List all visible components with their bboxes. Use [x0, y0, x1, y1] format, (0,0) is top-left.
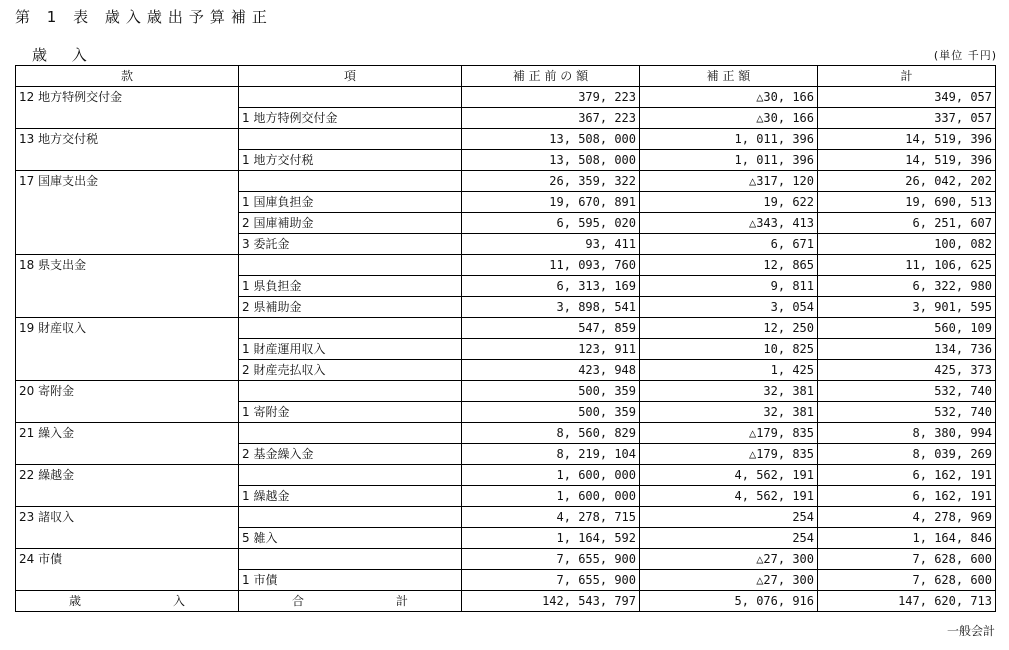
kan-before: 1, 600, 000	[462, 465, 640, 486]
kou-row	[16, 213, 996, 234]
kan-name: 23 諸収入	[16, 507, 239, 528]
kan-kou-empty	[239, 171, 462, 192]
kou-kan-empty	[16, 150, 239, 171]
kou-hosei: 1, 011, 396	[640, 150, 818, 171]
kan-name: 12 地方特例交付金	[16, 87, 239, 108]
kou-hosei: 10, 825	[640, 339, 818, 360]
kou-hosei: 1, 425	[640, 360, 818, 381]
kou-total: 14, 519, 396	[818, 150, 996, 171]
kan-name: 17 国庫支出金	[16, 171, 239, 192]
kan-row	[16, 129, 996, 150]
kan-row	[16, 423, 996, 444]
kan-total: 349, 057	[818, 87, 996, 108]
kou-total: 7, 628, 600	[818, 570, 996, 591]
kou-total: 532, 740	[818, 402, 996, 423]
kan-row	[16, 507, 996, 528]
kan-total: 7, 628, 600	[818, 549, 996, 570]
kou-total: 6, 322, 980	[818, 276, 996, 297]
kan-total: 14, 519, 396	[818, 129, 996, 150]
kou-hosei: 6, 671	[640, 234, 818, 255]
kou-hosei: △343, 413	[640, 213, 818, 234]
kou-kan-empty	[16, 528, 239, 549]
grand-total-before: 142, 543, 797	[462, 591, 640, 612]
kou-row	[16, 402, 996, 423]
kou-kan-empty	[16, 402, 239, 423]
kou-name: 1 市債	[239, 570, 462, 591]
kan-name: 13 地方交付税	[16, 129, 239, 150]
kou-name: 2 基金繰入金	[239, 444, 462, 465]
kan-name: 18 県支出金	[16, 255, 239, 276]
kan-before: 13, 508, 000	[462, 129, 640, 150]
kan-hosei: 4, 562, 191	[640, 465, 818, 486]
kou-hosei: 3, 054	[640, 297, 818, 318]
kou-before: 93, 411	[462, 234, 640, 255]
kou-row	[16, 276, 996, 297]
kou-name: 2 財産売払収入	[239, 360, 462, 381]
kou-row	[16, 528, 996, 549]
header-kan: 款	[16, 66, 239, 87]
kou-name: 5 雑入	[239, 528, 462, 549]
kan-hosei: △179, 835	[640, 423, 818, 444]
kan-hosei: 12, 250	[640, 318, 818, 339]
kou-kan-empty	[16, 360, 239, 381]
kou-kan-empty	[16, 192, 239, 213]
kou-row	[16, 486, 996, 507]
kou-kan-empty	[16, 339, 239, 360]
kan-before: 4, 278, 715	[462, 507, 640, 528]
kou-total: 425, 373	[818, 360, 996, 381]
kou-name: 3 委託金	[239, 234, 462, 255]
budget-body	[16, 87, 996, 591]
kou-name: 1 繰越金	[239, 486, 462, 507]
grand-total-total: 147, 620, 713	[818, 591, 996, 612]
kan-hosei: 12, 865	[640, 255, 818, 276]
budget-table	[15, 65, 996, 612]
kou-before: 1, 600, 000	[462, 486, 640, 507]
kou-row	[16, 150, 996, 171]
kou-kan-empty	[16, 276, 239, 297]
kan-total: 560, 109	[818, 318, 996, 339]
kou-kan-empty	[16, 234, 239, 255]
kan-before: 547, 859	[462, 318, 640, 339]
grand-total-label-d: 計	[395, 593, 408, 608]
kou-before: 367, 223	[462, 108, 640, 129]
kan-kou-empty	[239, 423, 462, 444]
kou-before: 6, 313, 169	[462, 276, 640, 297]
kou-before: 500, 359	[462, 402, 640, 423]
kou-before: 6, 595, 020	[462, 213, 640, 234]
kou-before: 423, 948	[462, 360, 640, 381]
kou-row	[16, 297, 996, 318]
section-label: 歳 入	[32, 46, 97, 64]
kan-hosei: △27, 300	[640, 549, 818, 570]
kou-name: 1 県負担金	[239, 276, 462, 297]
kou-hosei: 19, 622	[640, 192, 818, 213]
kan-name: 20 寄附金	[16, 381, 239, 402]
kan-row	[16, 318, 996, 339]
kou-total: 6, 162, 191	[818, 486, 996, 507]
kou-row	[16, 234, 996, 255]
kou-hosei: 4, 562, 191	[640, 486, 818, 507]
kan-total: 4, 278, 969	[818, 507, 996, 528]
kou-name: 1 寄附金	[239, 402, 462, 423]
kou-name: 2 県補助金	[239, 297, 462, 318]
grand-total-label-a: 歳	[69, 593, 82, 608]
kan-kou-empty	[239, 507, 462, 528]
kou-kan-empty	[16, 213, 239, 234]
kou-hosei: 32, 381	[640, 402, 818, 423]
kou-row	[16, 444, 996, 465]
kan-before: 379, 223	[462, 87, 640, 108]
kan-kou-empty	[239, 129, 462, 150]
kou-hosei: 9, 811	[640, 276, 818, 297]
kan-row	[16, 381, 996, 402]
grand-total-hosei: 5, 076, 916	[640, 591, 818, 612]
kou-name: 1 地方交付税	[239, 150, 462, 171]
kou-before: 8, 219, 104	[462, 444, 640, 465]
unit-label: (単位 千円)	[933, 49, 997, 62]
kou-before: 123, 911	[462, 339, 640, 360]
kan-total: 8, 380, 994	[818, 423, 996, 444]
kou-total: 19, 690, 513	[818, 192, 996, 213]
header-before: 補 正 前 の 額	[462, 66, 640, 87]
kan-kou-empty	[239, 381, 462, 402]
grand-total-label-b: 入	[172, 593, 185, 608]
kan-row	[16, 171, 996, 192]
kou-kan-empty	[16, 108, 239, 129]
grand-total-row	[16, 591, 996, 612]
kan-row	[16, 465, 996, 486]
kou-total: 337, 057	[818, 108, 996, 129]
kou-before: 13, 508, 000	[462, 150, 640, 171]
kou-name: 1 地方特例交付金	[239, 108, 462, 129]
kou-hosei: 254	[640, 528, 818, 549]
kan-before: 8, 560, 829	[462, 423, 640, 444]
kou-kan-empty	[16, 297, 239, 318]
kou-name: 2 国庫補助金	[239, 213, 462, 234]
kou-kan-empty	[16, 486, 239, 507]
kan-before: 7, 655, 900	[462, 549, 640, 570]
kou-before: 19, 670, 891	[462, 192, 640, 213]
kan-kou-empty	[239, 549, 462, 570]
kou-name: 1 国庫負担金	[239, 192, 462, 213]
kou-before: 1, 164, 592	[462, 528, 640, 549]
kou-row	[16, 570, 996, 591]
kou-row	[16, 360, 996, 381]
kou-before: 7, 655, 900	[462, 570, 640, 591]
kan-hosei: 32, 381	[640, 381, 818, 402]
kou-total: 8, 039, 269	[818, 444, 996, 465]
kou-hosei: △30, 166	[640, 108, 818, 129]
kan-kou-empty	[239, 255, 462, 276]
kou-total: 134, 736	[818, 339, 996, 360]
kou-kan-empty	[16, 570, 239, 591]
kou-total: 3, 901, 595	[818, 297, 996, 318]
kan-hosei: 254	[640, 507, 818, 528]
header-kou: 項	[239, 66, 462, 87]
kan-kou-empty	[239, 318, 462, 339]
kou-hosei: △27, 300	[640, 570, 818, 591]
kan-row	[16, 255, 996, 276]
kou-row	[16, 108, 996, 129]
grand-total-label-c: 合	[292, 593, 305, 608]
kan-name: 19 財産収入	[16, 318, 239, 339]
kan-total: 11, 106, 625	[818, 255, 996, 276]
kan-hosei: 1, 011, 396	[640, 129, 818, 150]
kan-total: 6, 162, 191	[818, 465, 996, 486]
kou-total: 6, 251, 607	[818, 213, 996, 234]
kan-before: 11, 093, 760	[462, 255, 640, 276]
kou-kan-empty	[16, 444, 239, 465]
grand-total-label-right	[239, 591, 462, 612]
kan-name: 21 繰入金	[16, 423, 239, 444]
kan-row	[16, 549, 996, 570]
kan-row	[16, 87, 996, 108]
header-row	[16, 66, 996, 87]
kan-name: 24 市債	[16, 549, 239, 570]
kan-before: 500, 359	[462, 381, 640, 402]
kou-row	[16, 339, 996, 360]
kan-total: 532, 740	[818, 381, 996, 402]
kou-before: 3, 898, 541	[462, 297, 640, 318]
kou-name: 1 財産運用収入	[239, 339, 462, 360]
account-label: 一般会計	[946, 624, 995, 638]
kan-total: 26, 042, 202	[818, 171, 996, 192]
kan-name: 22 繰越金	[16, 465, 239, 486]
kan-kou-empty	[239, 87, 462, 108]
kou-hosei: △179, 835	[640, 444, 818, 465]
kan-hosei: △317, 120	[640, 171, 818, 192]
header-total: 計	[818, 66, 996, 87]
kan-kou-empty	[239, 465, 462, 486]
grand-total-label-left	[16, 591, 239, 612]
header-hosei: 補 正 額	[640, 66, 818, 87]
kan-hosei: △30, 166	[640, 87, 818, 108]
page-title: 第 1 表 歳入歳出予算補正	[15, 8, 273, 26]
kan-before: 26, 359, 322	[462, 171, 640, 192]
kou-total: 100, 082	[818, 234, 996, 255]
kou-total: 1, 164, 846	[818, 528, 996, 549]
kou-row	[16, 192, 996, 213]
